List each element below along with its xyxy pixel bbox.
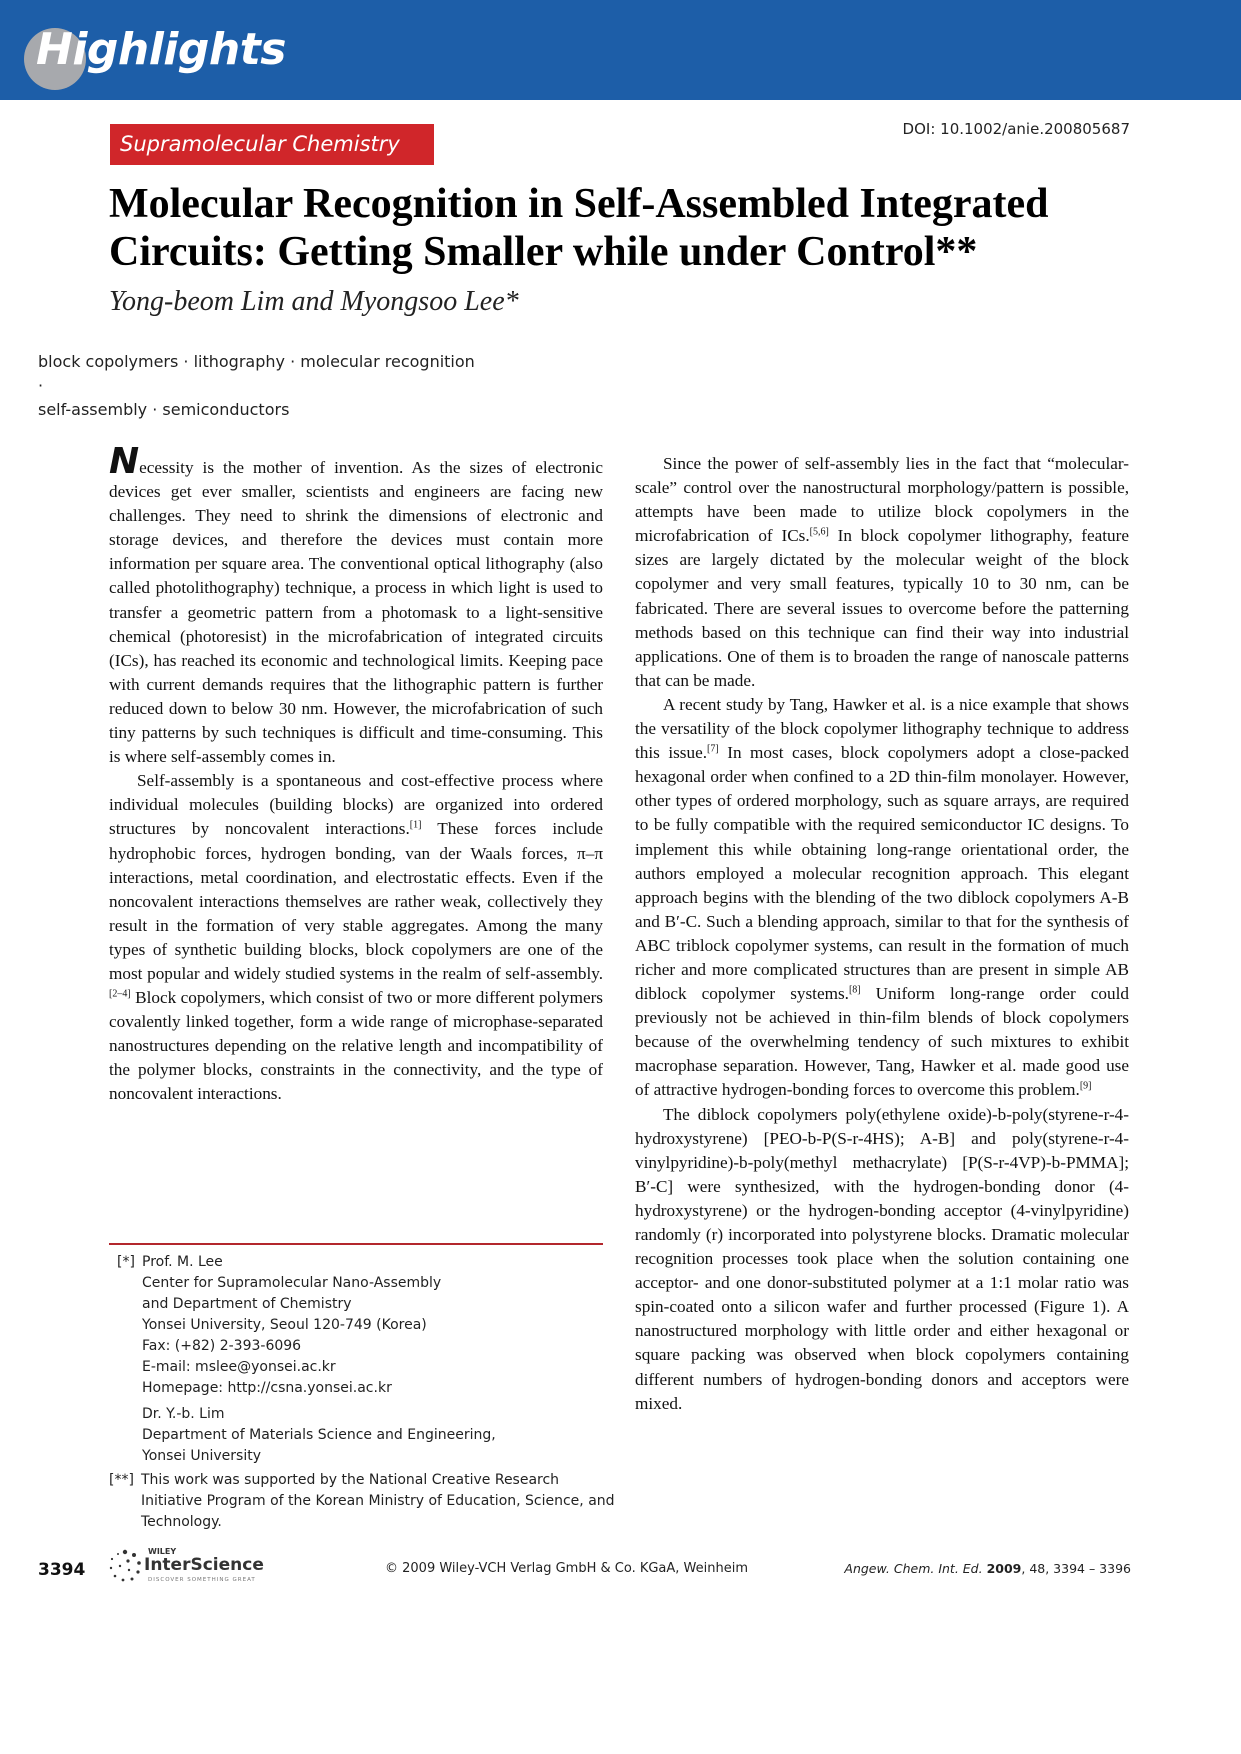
footnote-line: Yonsei University bbox=[142, 1448, 261, 1464]
footnote-line: and Department of Chemistry bbox=[142, 1296, 352, 1312]
journal-year: 2009 bbox=[986, 1561, 1022, 1576]
keywords-line-2: self-assembly · semiconductors bbox=[38, 400, 290, 419]
article-title bbox=[109, 180, 1139, 276]
footnotes bbox=[109, 1252, 619, 1533]
journal-name: Angew. Chem. Int. Ed. bbox=[844, 1561, 983, 1576]
keywords bbox=[38, 350, 478, 422]
footnote-line: Homepage: http://csna.yonsei.ac.kr bbox=[142, 1380, 392, 1396]
reference: [1] bbox=[409, 819, 422, 831]
footnote-line: Initiative Program of the Korean Ministry of Education, Science, and bbox=[141, 1493, 615, 1509]
reference: [8] bbox=[848, 984, 861, 996]
title-line-1: Molecular Recognition in Self-Assembled Integrated bbox=[109, 181, 1049, 227]
paragraph: Self-assembly is a spontaneous and cost-effective process where individual molecules (building blocks) are organized into ordered structures by noncovalent interactions.[1] These forces include hydrophobic forces, hydrogen bonding, van der Waals forces, π–π interactions, metal coordination, and electrostatic effects. Even if the noncovalent interactions themselves are rather weak, collectively they result in the formation of very stable aggregates. Among the many types of synthetic building blocks, block copolymers are one of the most popular and widely studied systems in the realm of self-assembly.[2–4] Block copolymers, which consist of two or more different polymers covalently linked together, form a wide range of microphase-separated nanostructures depending on the relative length and incompatibility of the polymer blocks, constraints in the connectivity, and the type of noncovalent interactions. bbox=[109, 771, 603, 1104]
footnote-mark: [*] bbox=[117, 1254, 135, 1270]
copyright: © 2009 Wiley-VCH Verlag GmbH & Co. KGaA, Weinheim bbox=[385, 1561, 749, 1576]
reference: [9] bbox=[1079, 1080, 1092, 1092]
category-badge: Supramolecular Chemistry bbox=[110, 124, 434, 165]
footnote-line: Fax: (+82) 2-393-6096 bbox=[142, 1338, 302, 1354]
interscience-logo bbox=[108, 1547, 278, 1589]
footnote-line: Department of Materials Science and Engineering, bbox=[142, 1427, 496, 1443]
footnote-line: This work was supported by the National Creative Research bbox=[141, 1472, 560, 1488]
paragraph: A recent study by Tang, Hawker et al. is a nice example that shows the versatility of the block copolymer lithography technique to address this issue.[7] In most cases, block copolymers adopt a close-packed hexagonal order when confined to a 2D thin-film monolayer. However, other types of ordered morphology, such as square arrays, are required to be fully compatible with the required semiconductor IC designs. To implement this while obtaining long-range orientational order, the authors employed a molecular recognition approach. This elegant approach begins with the blending of the two diblock copolymers A-B and B′-C. Such a blending approach, similar to that for the synthesis of ABC triblock copolymer systems, can result in the formation of much richer and more complicated structures than are present in simple AB diblock copolymer systems.[8] Uniform long-range order could previously not be achieved in thin-film blends of block copolymers because of the overwhelming tendency of such mixtures to exhibit macrophase separation. However, Tang, Hawker et al. made good use of attractive hydrogen-bonding forces to overcome this problem.[9] bbox=[635, 694, 1129, 1100]
logo-tagline: DISCOVER SOMETHING GREAT bbox=[148, 1577, 256, 1583]
title-line-2: Circuits: Getting Smaller while under Control** bbox=[109, 229, 978, 275]
journal-volume-pages: , 48, 3394 – 3396 bbox=[1021, 1561, 1131, 1576]
paragraph: The diblock copolymers poly(ethylene oxide)-b-poly(styrene-r-4-hydroxystyrene) [PEO-b-P(S-r-4HS); A-B] and poly(styrene-r-4-vinylpyridine)-b-poly(methyl methacrylate) [P(S-r-4VP)-b-PMMA]; B′-C] were synthesized, with the hydrogen-bonding donor (4-hydroxystyrene) or the hydrogen-bonding acceptor (4-vinylpyridine) randomly (r) incorporated into polystyrene blocks. Dramatic molecular recognition processes took place when the solution containing one acceptor- and one donor-substituted polymer at a 1:1 molar ratio was spin-coated onto a silicon wafer and further processed (Figure 1). A nanostructured morphology with little order and either hexagonal or square packing was observed when block copolymers containing different numbers of hydrogen-bonding donors and acceptors were mixed. bbox=[635, 1104, 1129, 1413]
reference: [7] bbox=[707, 743, 719, 755]
affiliation-block bbox=[109, 1252, 619, 1467]
paragraph: Necessity is the mother of invention. As the sizes of electronic devices get ever smaller, scientists and engineers are facing new challenges. They need to shrink the dimensions of electronic and storage devices, and therefore the devices must contain more information per square area. The conventional optical lithography (also called photolithography) technique, a process in which light is used to transfer a geometric pattern from a photomask to a light-sensitive chemical (photoresist) in the microfabrication of integrated circuits (ICs), has reached its economic and technological limits. Keeping pace with current demands requires that the lithographic pattern is further reduced down to below 30 nm. However, the microfabrication of such tiny patterns by such techniques is difficult and time-consuming. This is where self-assembly comes in. bbox=[109, 441, 603, 767]
footnote-mark: [**] bbox=[109, 1472, 134, 1488]
footnote-line: Yonsei University, Seoul 120-749 (Korea) bbox=[142, 1317, 427, 1333]
page-number: 3394 bbox=[38, 1560, 86, 1580]
footnote-line: Center for Supramolecular Nano-Assembly bbox=[142, 1275, 442, 1291]
keywords-line-1: block copolymers · lithography · molecular recognition · bbox=[38, 352, 475, 395]
paragraph: Since the power of self-assembly lies in the fact that “molecular-scale” control over the nanostructural morphology/pattern is possible, attempts have been made to utilize block copolymers in the microfabrication of ICs.[5,6] In block copolymer lithography, feature sizes are largely dictated by the molecular weight of the block copolymer and very small features, typically 10 to 30 nm, can be fabricated. There are several issues to overcome before the patterning methods based on this technique can find their way into industrial applications. One of them is to broaden the range of nanoscale patterns that can be made. bbox=[635, 454, 1130, 690]
globe-dots-icon bbox=[108, 1549, 142, 1583]
doi: DOI: 10.1002/anie.200805687 bbox=[902, 120, 1130, 138]
drop-cap: N bbox=[109, 441, 140, 482]
body-column-left bbox=[109, 441, 603, 1107]
section-title: Highlights bbox=[36, 24, 286, 75]
body-column-right bbox=[635, 452, 1129, 1416]
journal-citation bbox=[844, 1561, 1131, 1576]
footnote-line: Technology. bbox=[141, 1514, 222, 1530]
section-banner bbox=[0, 0, 1241, 100]
footnote-divider bbox=[109, 1243, 603, 1245]
logo-name: InterScience bbox=[144, 1555, 264, 1575]
footnote-line: E-mail: mslee@yonsei.ac.kr bbox=[142, 1359, 336, 1375]
reference: [2–4] bbox=[109, 988, 131, 1000]
acknowledgement-block bbox=[109, 1470, 619, 1533]
footnote-line: Prof. M. Lee bbox=[142, 1254, 223, 1270]
authors: Yong-beom Lim and Myongsoo Lee* bbox=[109, 286, 519, 317]
reference: [5,6] bbox=[809, 526, 829, 538]
logo-publisher: WILEY bbox=[148, 1547, 177, 1556]
footnote-line: Dr. Y.-b. Lim bbox=[142, 1406, 225, 1422]
